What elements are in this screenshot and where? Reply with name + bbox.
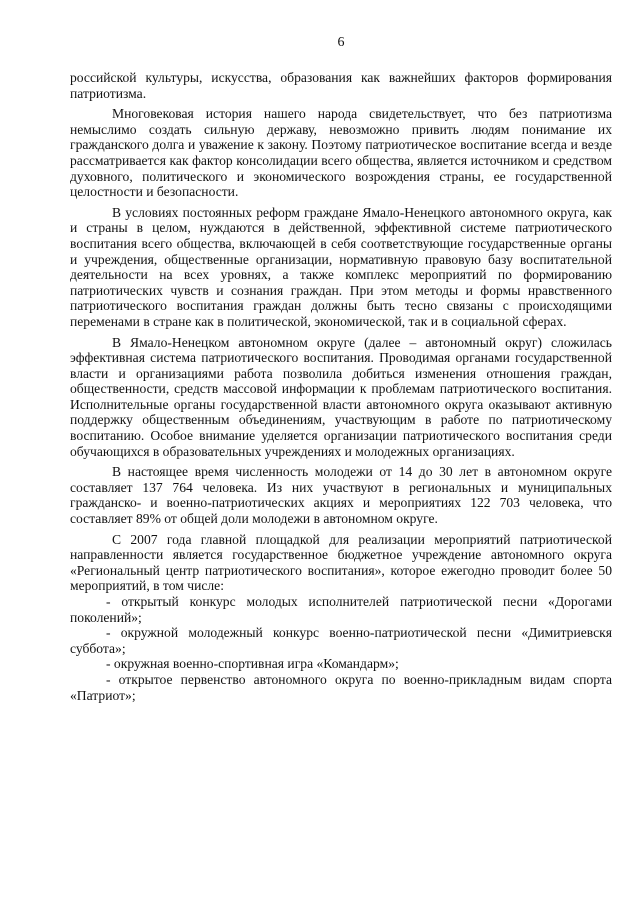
list-item: - окружная военно-спортивная игра «Командарм»;	[106, 656, 399, 672]
body-text	[70, 70, 612, 703]
paragraph-1: российской культуры, искусства, образования как важнейших факторов формирования патриотизма.	[70, 70, 612, 101]
paragraph-6: С 2007 года главной площадкой для реализации мероприятий патриотической направленности является государственное бюджетное учреждение автономного округа «Региональный центр патриотического воспитания», которое ежегодно проводит более 50 мероприятий, в том числе:	[70, 531, 612, 594]
paragraph-3: В условиях постоянных реформ граждане Ямало-Ненецкого автономного округа, как и страны в целом, нуждаются в действенной, эффективной системе патриотического воспитания всего общества, включающей в себя соответствующие государственные органы и учреждения, общественные организации, нормативную правовую базу воспитательной деятельности на всех уровнях, а также комплекс мероприятий по формированию патриотических чувств и сознания граждан. При этом методы и формы нравственного патриотического воспитания граждан должны быть тесно связаны с происходящими переменами в стране как в политической, экономической, так и в социальной сферах.	[70, 204, 612, 329]
page-number: 6	[337, 35, 345, 50]
list-item: - открытый конкурс молодых исполнителей патриотической песни «Дорогами поколений»;	[70, 594, 612, 625]
list-item: - открытое первенство автономного округа по военно-прикладным видам спорта «Патриот»;	[70, 671, 612, 703]
paragraph-4: В Ямало-Ненецком автономном округе (далее – автономный округ) сложилась эффективная система патриотического воспитания. Проводимая органами государственной власти и организациями работа позволила добиться изменения отношения граждан, общественности, средств массовой информации к проблемам патриотического воспитания. Исполнительные органы государственной власти автономного округа оказывают активную поддержку общественным объединениям, участвующим в работе по патриотическому воспитанию. Особое внимание уделяется организации патриотического воспитания среди обучающихся в образовательных учреждениях и молодежных организациях.	[70, 334, 612, 459]
paragraph-5: В настоящее время численность молодежи от 14 до 30 лет в автономном округе составляет 137 764 человека. Из них участвуют в региональных и муниципальных гражданско- и военно-патриотических акциях и мероприятиях 122 703 человека, что составляет 89% от общей доли молодежи в автономном округе.	[70, 464, 612, 527]
paragraph-2: Многовековая история нашего народа свидетельствует, что без патриотизма немыслимо создать сильную державу, невозможно привить людям понимание их гражданского долга и уважение к закону. Поэтому патриотическое воспитание всегда и везде рассматривается как фактор консолидации всего общества, является источником и средством духовного, политического и экономического возрождения страны, ее государственной целостности и безопасности.	[70, 106, 612, 200]
list-item: - окружной молодежный конкурс военно-патриотической песни «Димитриевскя суббота»;	[70, 625, 612, 656]
